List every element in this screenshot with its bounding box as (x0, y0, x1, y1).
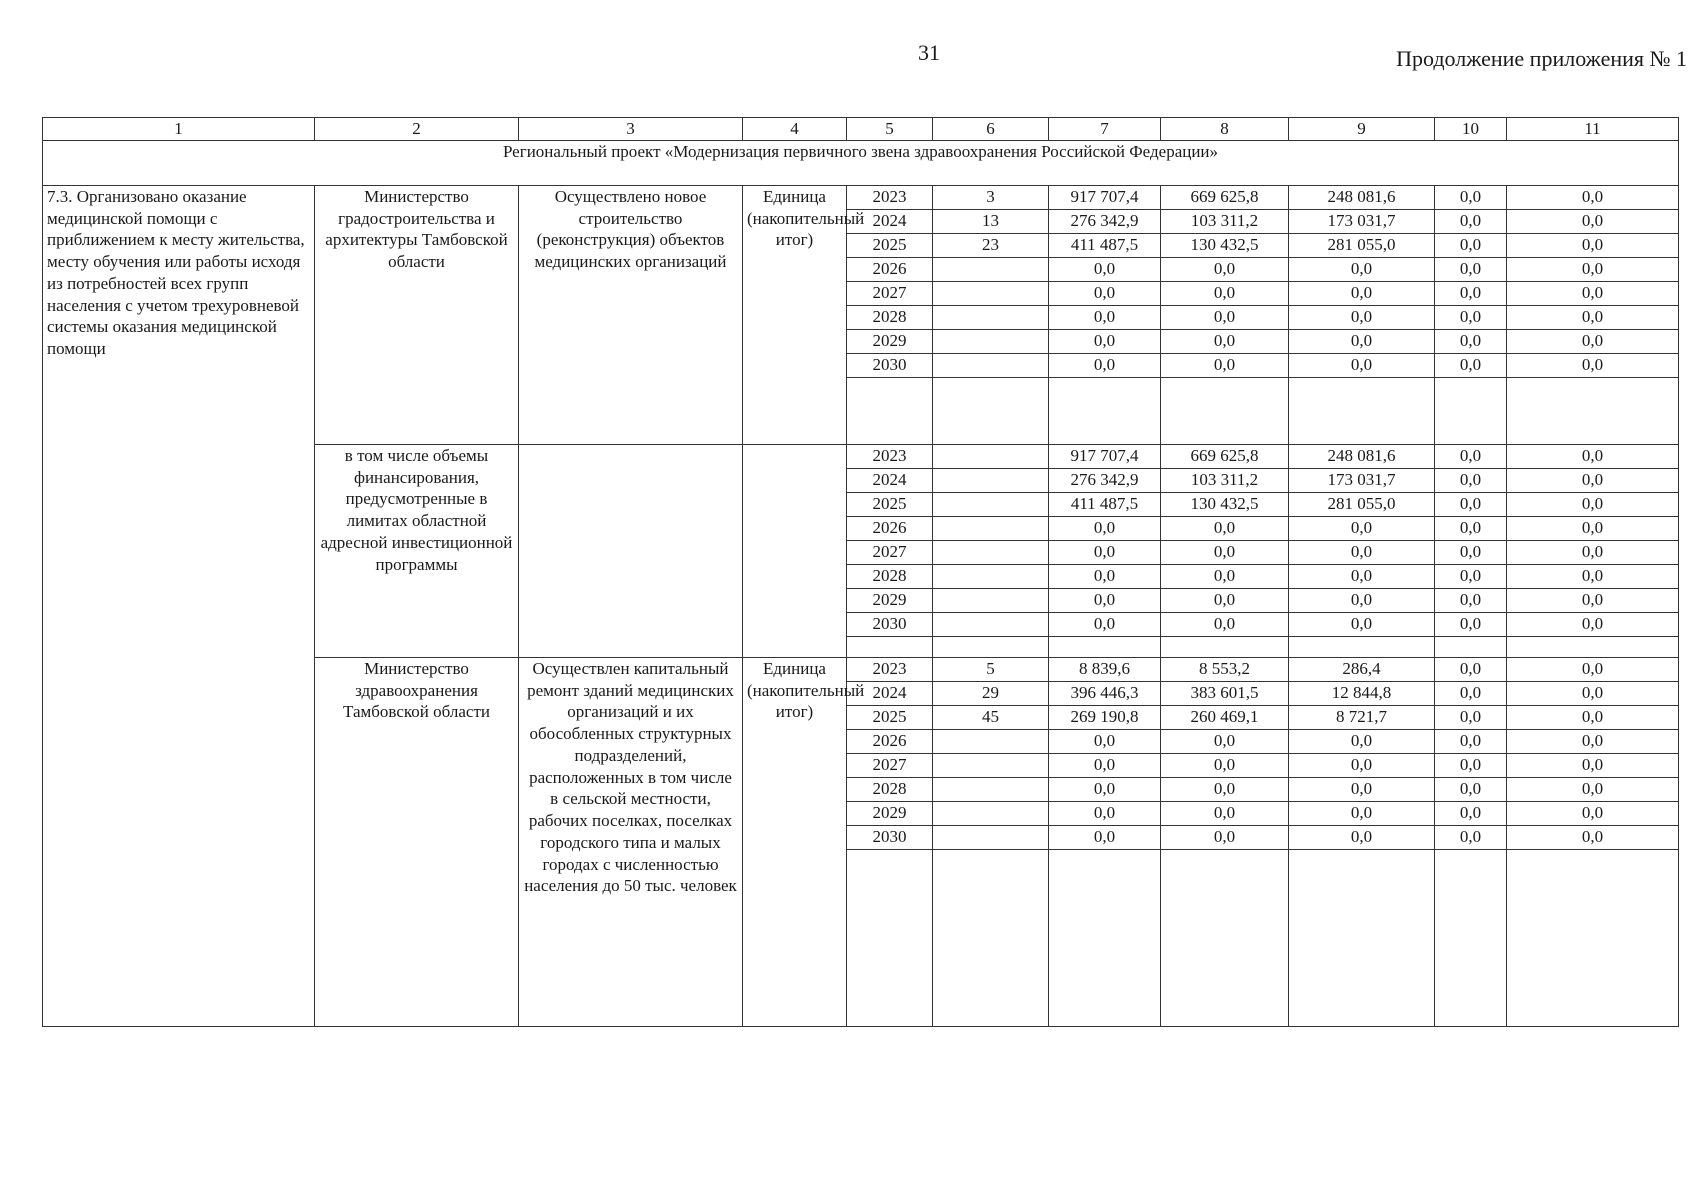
federal-budget-cell: 8 553,2 (1161, 657, 1289, 681)
year-cell: 2023 (847, 185, 933, 209)
federal-budget-cell: 0,0 (1161, 612, 1289, 636)
local-budget-cell: 0,0 (1435, 353, 1507, 377)
total-financing-cell: 0,0 (1049, 540, 1161, 564)
year-cell: 2028 (847, 305, 933, 329)
other-sources-cell: 0,0 (1507, 305, 1679, 329)
local-budget-cell: 0,0 (1435, 329, 1507, 353)
federal-budget-cell: 0,0 (1161, 305, 1289, 329)
year-cell: 2026 (847, 516, 933, 540)
other-sources-cell: 0,0 (1507, 257, 1679, 281)
federal-budget-cell: 130 432,5 (1161, 233, 1289, 257)
regional-budget-cell: 0,0 (1289, 564, 1435, 588)
federal-budget-cell: 0,0 (1161, 540, 1289, 564)
total-financing-cell: 0,0 (1049, 281, 1161, 305)
total-financing-cell: 411 487,5 (1049, 492, 1161, 516)
year-cell: 2023 (847, 444, 933, 468)
year-cell: 2023 (847, 657, 933, 681)
regional-budget-cell: 281 055,0 (1289, 233, 1435, 257)
other-sources-cell: 0,0 (1507, 329, 1679, 353)
measure-description: 7.3. Организовано оказание медицинской помощи с приближением к месту жительства, месту обучения или работы исходя из потребностей всех групп населения с учетом трехуровневой системы оказания медицинской помощи (43, 185, 315, 1026)
total-financing-cell: 0,0 (1049, 825, 1161, 849)
local-budget-cell: 0,0 (1435, 801, 1507, 825)
column-number-row (43, 118, 1679, 141)
empty-cell (1435, 636, 1507, 657)
indicator-value-cell (933, 305, 1049, 329)
indicator-value-cell (933, 825, 1049, 849)
other-sources-cell: 0,0 (1507, 705, 1679, 729)
regional-budget-cell: 0,0 (1289, 305, 1435, 329)
empty-cell (1049, 377, 1161, 444)
federal-budget-cell: 0,0 (1161, 353, 1289, 377)
other-sources-cell: 0,0 (1507, 444, 1679, 468)
empty-cell (1289, 636, 1435, 657)
federal-budget-cell: 0,0 (1161, 777, 1289, 801)
empty-cell (1049, 636, 1161, 657)
local-budget-cell: 0,0 (1435, 444, 1507, 468)
project-title-row (43, 140, 1679, 185)
federal-budget-cell: 260 469,1 (1161, 705, 1289, 729)
total-financing-cell: 269 190,8 (1049, 705, 1161, 729)
indicator-value-cell: 5 (933, 657, 1049, 681)
local-budget-cell: 0,0 (1435, 516, 1507, 540)
total-financing-cell: 0,0 (1049, 353, 1161, 377)
federal-budget-cell: 0,0 (1161, 753, 1289, 777)
total-financing-cell: 0,0 (1049, 564, 1161, 588)
year-cell: 2024 (847, 209, 933, 233)
total-financing-cell: 276 342,9 (1049, 468, 1161, 492)
year-cell: 2026 (847, 729, 933, 753)
indicator-value-cell (933, 257, 1049, 281)
total-financing-cell: 0,0 (1049, 588, 1161, 612)
column-number: 9 (1289, 118, 1435, 141)
indicator-value-cell (933, 329, 1049, 353)
column-number: 5 (847, 118, 933, 141)
regional-budget-cell: 286,4 (1289, 657, 1435, 681)
local-budget-cell: 0,0 (1435, 825, 1507, 849)
total-financing-cell: 276 342,9 (1049, 209, 1161, 233)
other-sources-cell: 0,0 (1507, 540, 1679, 564)
empty-cell (1289, 377, 1435, 444)
indicator-value-cell (933, 777, 1049, 801)
regional-budget-cell: 173 031,7 (1289, 468, 1435, 492)
column-number: 8 (1161, 118, 1289, 141)
federal-budget-cell: 669 625,8 (1161, 444, 1289, 468)
regional-budget-cell: 8 721,7 (1289, 705, 1435, 729)
total-financing-cell: 0,0 (1049, 516, 1161, 540)
indicator-value-cell (933, 444, 1049, 468)
financing-table (42, 117, 1679, 1027)
regional-budget-cell: 12 844,8 (1289, 681, 1435, 705)
year-cell: 2024 (847, 681, 933, 705)
executor-cell: Министерство градостроительства и архитектуры Тамбовской области (315, 185, 519, 444)
result-cell: Осуществлено новое строительство (реконструкция) объектов медицинских организаций (519, 185, 743, 444)
total-financing-cell: 8 839,6 (1049, 657, 1161, 681)
empty-cell (847, 849, 933, 1026)
column-number: 11 (1507, 118, 1679, 141)
regional-budget-cell: 0,0 (1289, 729, 1435, 753)
regional-budget-cell: 248 081,6 (1289, 185, 1435, 209)
other-sources-cell: 0,0 (1507, 281, 1679, 305)
empty-cell (1161, 849, 1289, 1026)
indicator-value-cell (933, 612, 1049, 636)
continuation-note: Продолжение приложения № 1 (1396, 46, 1687, 71)
year-cell: 2029 (847, 588, 933, 612)
other-sources-cell: 0,0 (1507, 209, 1679, 233)
regional-budget-cell: 0,0 (1289, 825, 1435, 849)
indicator-value-cell (933, 564, 1049, 588)
year-cell: 2027 (847, 281, 933, 305)
local-budget-cell: 0,0 (1435, 209, 1507, 233)
total-financing-cell: 0,0 (1049, 257, 1161, 281)
other-sources-cell: 0,0 (1507, 801, 1679, 825)
total-financing-cell: 0,0 (1049, 729, 1161, 753)
total-financing-cell: 0,0 (1049, 753, 1161, 777)
column-number: 7 (1049, 118, 1161, 141)
regional-budget-cell: 0,0 (1289, 257, 1435, 281)
empty-cell (1435, 377, 1507, 444)
local-budget-cell: 0,0 (1435, 705, 1507, 729)
federal-budget-cell: 0,0 (1161, 516, 1289, 540)
unit-cell: Единица (накопительный итог) (743, 657, 847, 1026)
regional-budget-cell: 0,0 (1289, 588, 1435, 612)
federal-budget-cell: 0,0 (1161, 825, 1289, 849)
column-number: 1 (43, 118, 315, 141)
local-budget-cell: 0,0 (1435, 468, 1507, 492)
regional-budget-cell: 0,0 (1289, 801, 1435, 825)
regional-budget-cell: 173 031,7 (1289, 209, 1435, 233)
indicator-value-cell (933, 468, 1049, 492)
indicator-value-cell: 23 (933, 233, 1049, 257)
indicator-value-cell: 3 (933, 185, 1049, 209)
total-financing-cell: 0,0 (1049, 305, 1161, 329)
total-financing-cell: 0,0 (1049, 329, 1161, 353)
local-budget-cell: 0,0 (1435, 729, 1507, 753)
page-number: 31 (918, 40, 940, 65)
empty-cell (1289, 849, 1435, 1026)
total-financing-cell: 411 487,5 (1049, 233, 1161, 257)
empty-cell (1435, 849, 1507, 1026)
regional-budget-cell: 0,0 (1289, 753, 1435, 777)
other-sources-cell: 0,0 (1507, 729, 1679, 753)
result-cell (519, 444, 743, 657)
other-sources-cell: 0,0 (1507, 468, 1679, 492)
other-sources-cell: 0,0 (1507, 353, 1679, 377)
regional-budget-cell: 0,0 (1289, 516, 1435, 540)
federal-budget-cell: 0,0 (1161, 329, 1289, 353)
indicator-value-cell: 13 (933, 209, 1049, 233)
column-number: 4 (743, 118, 847, 141)
total-financing-cell: 917 707,4 (1049, 444, 1161, 468)
unit-cell: Единица (накопительный итог) (743, 185, 847, 444)
federal-budget-cell: 103 311,2 (1161, 209, 1289, 233)
other-sources-cell: 0,0 (1507, 681, 1679, 705)
year-cell: 2028 (847, 777, 933, 801)
executor-cell: Министерство здравоохранения Тамбовской области (315, 657, 519, 1026)
regional-budget-cell: 0,0 (1289, 329, 1435, 353)
column-number: 10 (1435, 118, 1507, 141)
other-sources-cell: 0,0 (1507, 564, 1679, 588)
local-budget-cell: 0,0 (1435, 233, 1507, 257)
column-number: 3 (519, 118, 743, 141)
data-row (43, 185, 1679, 209)
local-budget-cell: 0,0 (1435, 612, 1507, 636)
empty-cell (1161, 377, 1289, 444)
indicator-value-cell (933, 540, 1049, 564)
indicator-value-cell (933, 281, 1049, 305)
empty-cell (1161, 636, 1289, 657)
regional-budget-cell: 0,0 (1289, 540, 1435, 564)
year-cell: 2026 (847, 257, 933, 281)
other-sources-cell: 0,0 (1507, 612, 1679, 636)
other-sources-cell: 0,0 (1507, 588, 1679, 612)
year-cell: 2030 (847, 825, 933, 849)
empty-cell (1507, 377, 1679, 444)
column-number: 6 (933, 118, 1049, 141)
local-budget-cell: 0,0 (1435, 753, 1507, 777)
empty-cell (1049, 849, 1161, 1026)
local-budget-cell: 0,0 (1435, 257, 1507, 281)
other-sources-cell: 0,0 (1507, 825, 1679, 849)
regional-budget-cell: 0,0 (1289, 353, 1435, 377)
federal-budget-cell: 130 432,5 (1161, 492, 1289, 516)
regional-budget-cell: 281 055,0 (1289, 492, 1435, 516)
other-sources-cell: 0,0 (1507, 233, 1679, 257)
indicator-value-cell (933, 516, 1049, 540)
indicator-value-cell (933, 492, 1049, 516)
unit-cell (743, 444, 847, 657)
other-sources-cell: 0,0 (1507, 753, 1679, 777)
empty-cell (933, 636, 1049, 657)
local-budget-cell: 0,0 (1435, 305, 1507, 329)
local-budget-cell: 0,0 (1435, 564, 1507, 588)
year-cell: 2030 (847, 353, 933, 377)
indicator-value-cell (933, 801, 1049, 825)
empty-cell (1507, 849, 1679, 1026)
empty-cell (847, 636, 933, 657)
year-cell: 2027 (847, 753, 933, 777)
local-budget-cell: 0,0 (1435, 492, 1507, 516)
result-cell: Осуществлен капитальный ремонт зданий медицинских организаций и их обособленных структурных подразделений, расположенных в том числе в сельской местности, рабочих поселках, поселках городского типа и малых городах с численностью населения до 50 тыс. человек (519, 657, 743, 1026)
total-financing-cell: 396 446,3 (1049, 681, 1161, 705)
column-number: 2 (315, 118, 519, 141)
year-cell: 2028 (847, 564, 933, 588)
other-sources-cell: 0,0 (1507, 185, 1679, 209)
total-financing-cell: 917 707,4 (1049, 185, 1161, 209)
regional-budget-cell: 0,0 (1289, 777, 1435, 801)
other-sources-cell: 0,0 (1507, 492, 1679, 516)
federal-budget-cell: 0,0 (1161, 257, 1289, 281)
local-budget-cell: 0,0 (1435, 681, 1507, 705)
other-sources-cell: 0,0 (1507, 516, 1679, 540)
total-financing-cell: 0,0 (1049, 777, 1161, 801)
year-cell: 2029 (847, 329, 933, 353)
year-cell: 2025 (847, 705, 933, 729)
year-cell: 2029 (847, 801, 933, 825)
indicator-value-cell: 45 (933, 705, 1049, 729)
federal-budget-cell: 103 311,2 (1161, 468, 1289, 492)
empty-cell (933, 849, 1049, 1026)
local-budget-cell: 0,0 (1435, 777, 1507, 801)
project-title: Региональный проект «Модернизация первичного звена здравоохранения Российской Федерации» (43, 140, 1679, 185)
empty-cell (1507, 636, 1679, 657)
federal-budget-cell: 0,0 (1161, 729, 1289, 753)
year-cell: 2024 (847, 468, 933, 492)
executor-cell: в том числе объемы финансирования, предусмотренные в лимитах областной адресной инвестиционной программы (315, 444, 519, 657)
indicator-value-cell (933, 729, 1049, 753)
federal-budget-cell: 0,0 (1161, 588, 1289, 612)
local-budget-cell: 0,0 (1435, 281, 1507, 305)
local-budget-cell: 0,0 (1435, 540, 1507, 564)
federal-budget-cell: 669 625,8 (1161, 185, 1289, 209)
total-financing-cell: 0,0 (1049, 801, 1161, 825)
regional-budget-cell: 248 081,6 (1289, 444, 1435, 468)
indicator-value-cell: 29 (933, 681, 1049, 705)
federal-budget-cell: 0,0 (1161, 564, 1289, 588)
other-sources-cell: 0,0 (1507, 777, 1679, 801)
year-cell: 2025 (847, 233, 933, 257)
federal-budget-cell: 383 601,5 (1161, 681, 1289, 705)
other-sources-cell: 0,0 (1507, 657, 1679, 681)
local-budget-cell: 0,0 (1435, 657, 1507, 681)
federal-budget-cell: 0,0 (1161, 281, 1289, 305)
federal-budget-cell: 0,0 (1161, 801, 1289, 825)
regional-budget-cell: 0,0 (1289, 281, 1435, 305)
regional-budget-cell: 0,0 (1289, 612, 1435, 636)
local-budget-cell: 0,0 (1435, 588, 1507, 612)
year-cell: 2030 (847, 612, 933, 636)
indicator-value-cell (933, 588, 1049, 612)
indicator-value-cell (933, 353, 1049, 377)
empty-cell (847, 377, 933, 444)
year-cell: 2025 (847, 492, 933, 516)
empty-cell (933, 377, 1049, 444)
year-cell: 2027 (847, 540, 933, 564)
local-budget-cell: 0,0 (1435, 185, 1507, 209)
indicator-value-cell (933, 753, 1049, 777)
total-financing-cell: 0,0 (1049, 612, 1161, 636)
